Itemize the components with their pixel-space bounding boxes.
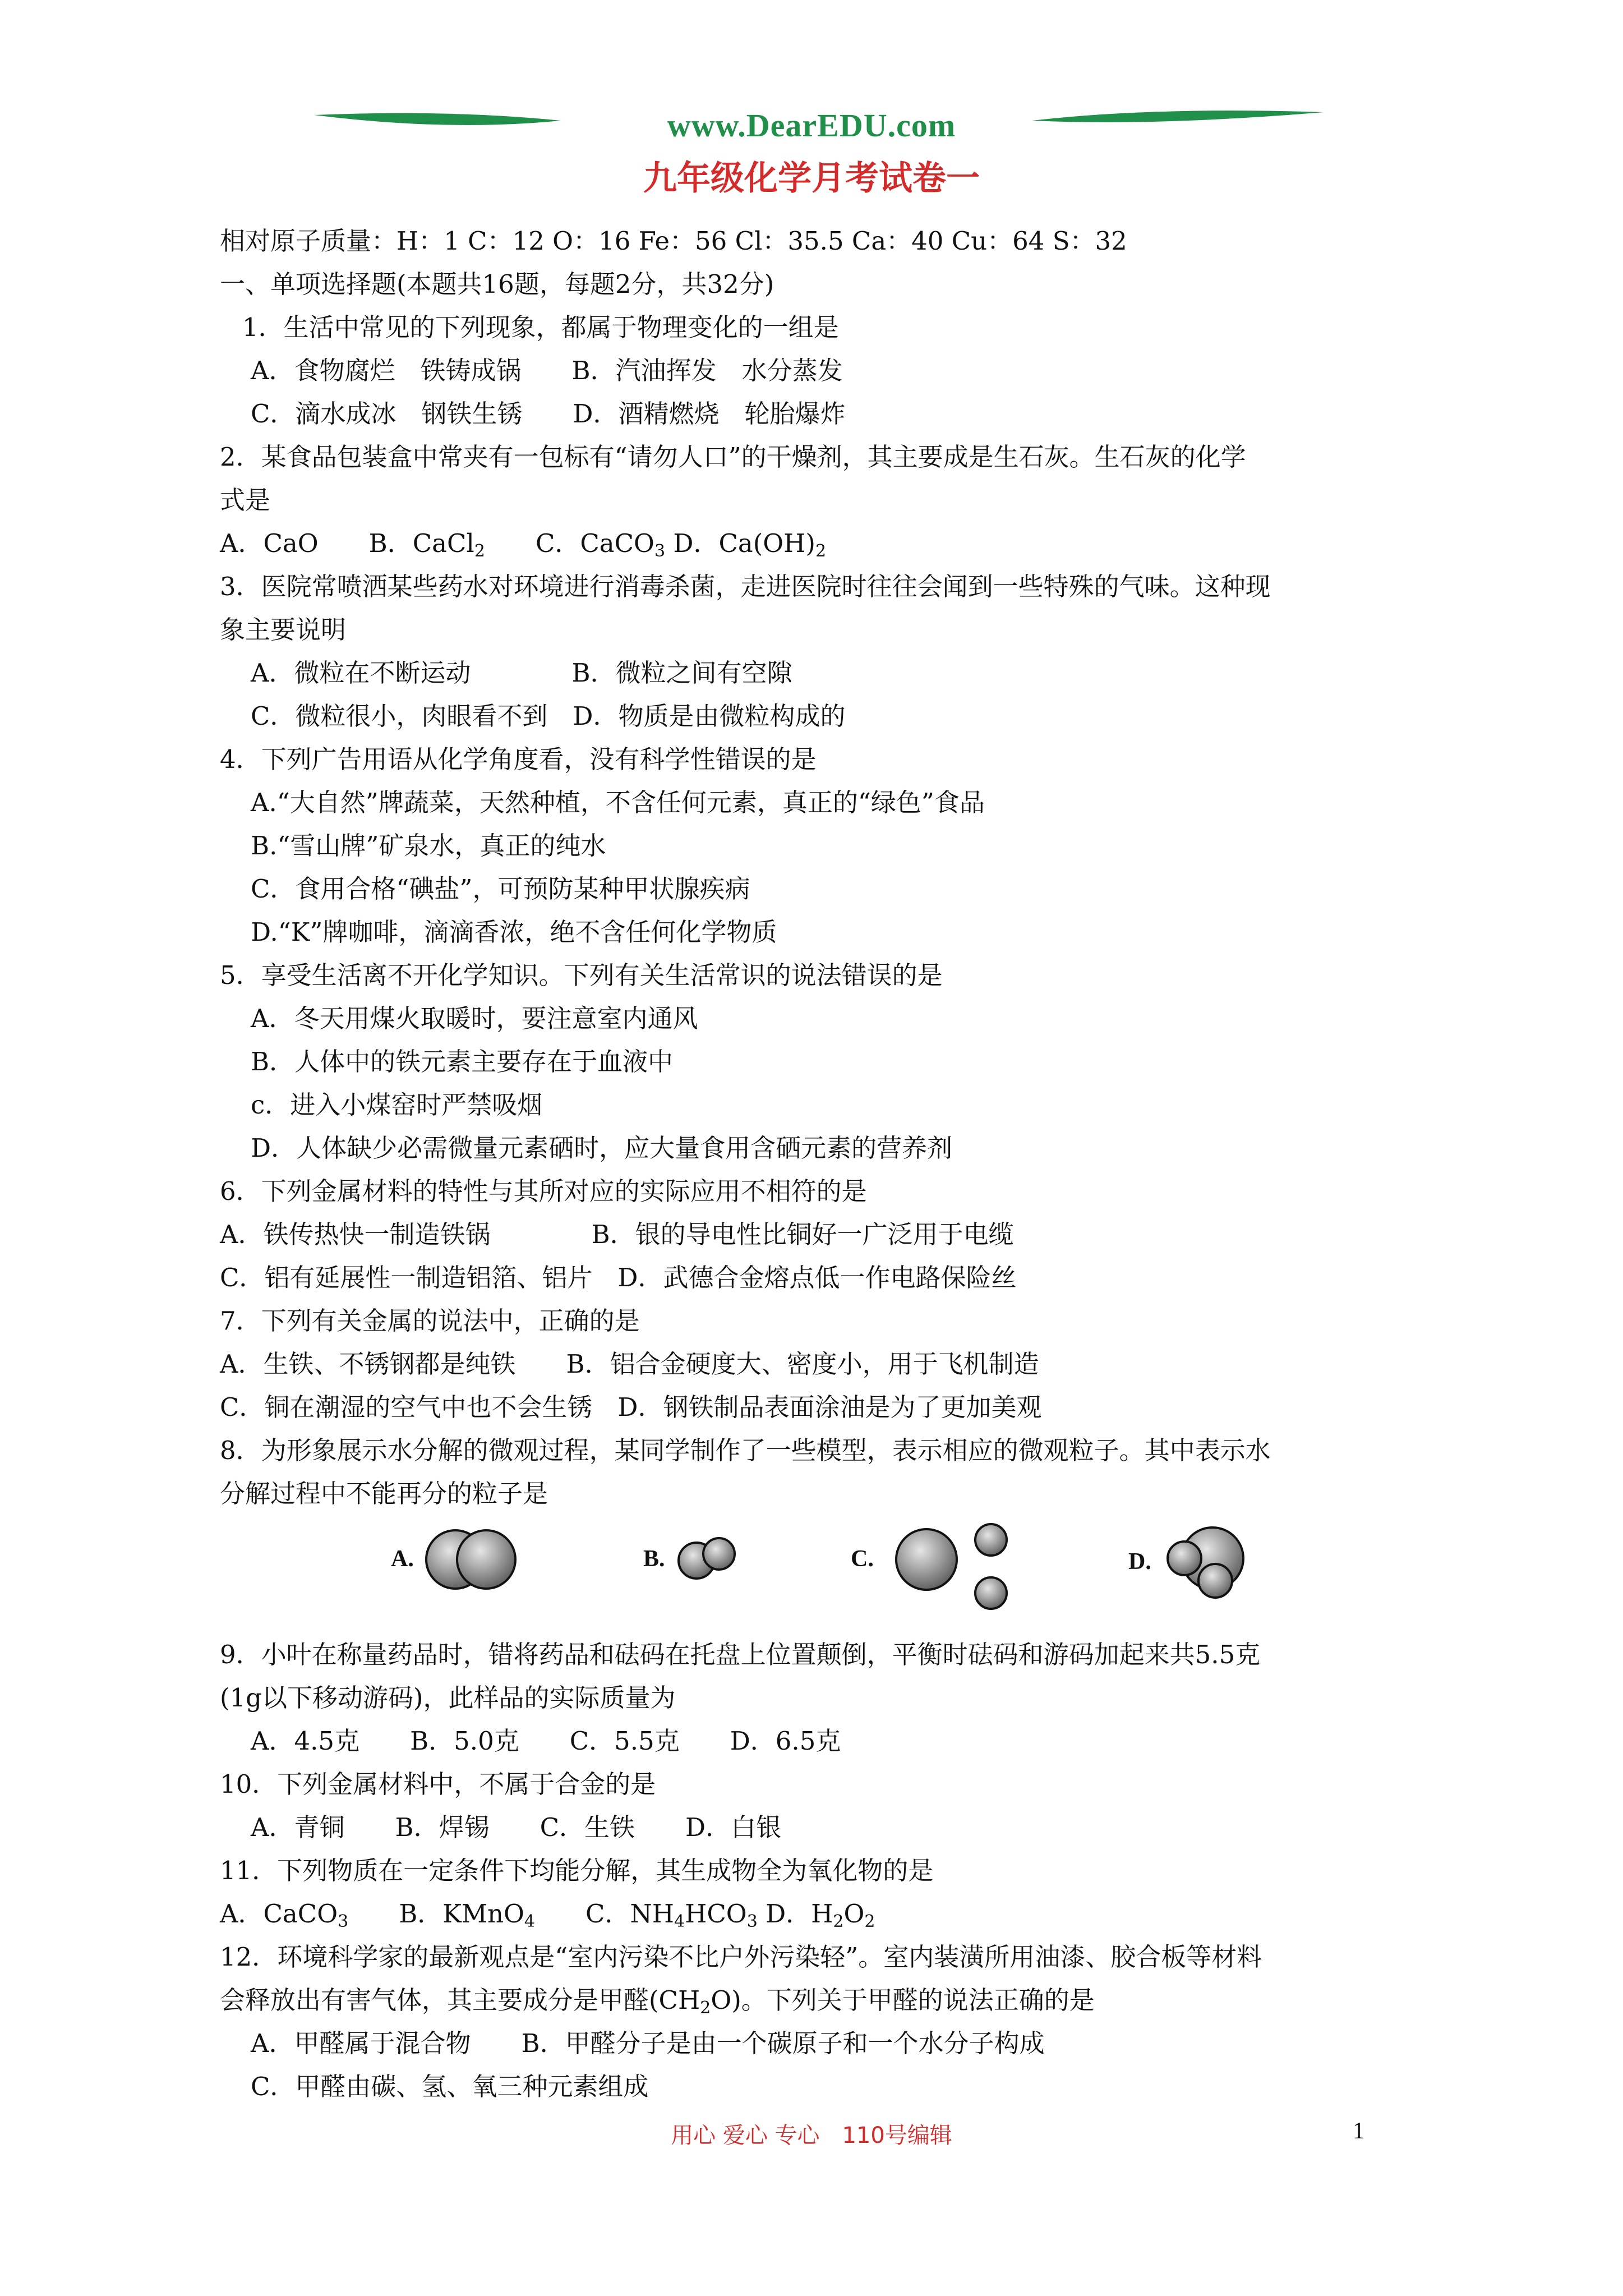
- q9-stem-line1: 9．小叶在称量药品时，错将药品和砝码在托盘上位置颠倒，平衡时砝码和游码加起来共5.5克: [220, 1640, 1261, 1669]
- q7-options-row1: A．生铁、不锈钢都是纯铁 B．铝合金硬度大、密度小，用于飞机制造: [220, 1349, 1039, 1379]
- q2-stem-line2: 式是: [220, 485, 271, 515]
- footer-text: 用心 爱心 专心 110号编辑: [671, 2123, 952, 2148]
- section-heading: 一、单项选择题(本题共16题，每题2分，共32分): [220, 269, 774, 299]
- q7-options-row2: C．铜在潮湿的空气中也不会生锈 D．钢铁制品表面涂油是为了更加美观: [220, 1392, 1042, 1422]
- q4-stem: 4．下列广告用语从化学角度看，没有科学性错误的是: [220, 744, 817, 774]
- q7-stem: 7．下列有关金属的说法中，正确的是: [220, 1306, 640, 1336]
- q1-stem: 1．生活中常见的下列现象，都属于物理变化的一组是: [242, 312, 839, 342]
- model-label-d: D.: [1128, 1549, 1151, 1575]
- q4-option-a: A.“大自然”牌蔬菜，天然种植，不含任何元素，真正的“绿色”食品: [251, 788, 985, 817]
- q8-stem-line1: 8．为形象展示水分解的微观过程，某同学制作了一些模型，表示相应的微观粒子。其中表示水: [220, 1435, 1271, 1465]
- model-c-atoms-icon: [882, 1520, 1027, 1621]
- model-d-water-molecule-icon: [1156, 1520, 1269, 1604]
- q2-stem-line1: 2．某食品包装盒中常夹有一包标有“请勿人口”的干燥剂，其主要成是生石灰。生石灰的化学: [220, 442, 1246, 472]
- q6-options-row1: A．铁传热快一制造铁锅 B．银的导电性比铜好一广泛用于电缆: [220, 1220, 1014, 1249]
- q3-options-row1: A．微粒在不断运动 B．微粒之间有空隙: [251, 658, 792, 688]
- q2-option-b: B．CaCl$_2$: [368, 528, 485, 561]
- q4-option-b: B.“雪山牌”矿泉水，真正的纯水: [251, 831, 606, 861]
- page-number: 1: [1353, 2118, 1364, 2144]
- page-title: 九年级化学月考试卷一: [643, 159, 980, 198]
- q11-option-b: B．KMnO$_4$: [399, 1899, 535, 1931]
- q10-stem: 10．下列金属材料中，不属于合金的是: [220, 1769, 656, 1799]
- q11-options: [220, 1897, 875, 1931]
- q1-options-row1: A．食物腐烂 铁铸成锅 B．汽油挥发 水分蒸发: [251, 356, 843, 385]
- q12-options-row1: A．甲醛属于混合物 B．甲醛分子是由一个碳原子和一个水分子构成: [251, 2028, 1045, 2058]
- model-label-a: A.: [391, 1546, 414, 1572]
- q9-stem-line2: (1g以下移动游码)，此样品的实际质量为: [220, 1683, 676, 1713]
- q11-option-d: D．$H_2O_2$: [766, 1899, 875, 1931]
- q11-stem: 11．下列物质在一定条件下均能分解，其生成物全为氧化物的是: [220, 1856, 934, 1885]
- q3-stem-line1: 3．医院常喷洒某些药水对环境进行消毒杀菌，走进医院时往往会闻到一些特殊的气味。这种现: [220, 572, 1271, 601]
- q2-option-d: D．$Ca(OH)_2$: [673, 528, 827, 561]
- model-a-molecule-icon: [416, 1523, 551, 1596]
- q10-options: A．青铜 B．焊锡 C．生铁 D．白银: [251, 1812, 782, 1842]
- q2-options: [220, 527, 826, 560]
- q5-option-d: D．人体缺少必需微量元素硒时，应大量食用含硒元素的营养剂: [251, 1133, 953, 1163]
- q9-options: A．4.5克 B．5.0克 C．5.5克 D．6.5克: [251, 1726, 841, 1756]
- q3-stem-line2: 象主要说明: [220, 615, 347, 645]
- q8-molecule-models: [220, 1515, 1420, 1616]
- q5-option-c: c．进入小煤窑时严禁吸烟: [251, 1090, 543, 1120]
- q6-stem: 6．下列金属材料的特性与其所对应的实际应用不相符的是: [220, 1176, 867, 1206]
- model-b-molecule-icon: [671, 1529, 767, 1590]
- q12-option-c: C．甲醛由碳、氢、氧三种元素组成: [251, 2072, 649, 2101]
- q12-stem-line2: 会释放出有害气体，其主要成分是甲醛$(CH_2O)$。下列关于甲醛的说法正确的是: [220, 1985, 1095, 2018]
- q4-option-d: D.“K”牌咖啡，滴滴香浓，绝不含任何化学物质: [251, 917, 777, 947]
- q4-option-c: C．食用合格“碘盐”，可预防某种甲状腺疾病: [251, 874, 750, 904]
- q5-option-b: B．人体中的铁元素主要存在于血液中: [251, 1047, 674, 1076]
- q5-option-a: A．冬天用煤火取暖时，要注意室内通风: [251, 1004, 698, 1033]
- atomic-masses: 相对原子质量：H：1 C：12 O：16 Fe：56 Cl：35.5 Ca：40 Cu：64 S：32: [220, 226, 1127, 256]
- q8-stem-line2: 分解过程中不能再分的粒子是: [220, 1479, 548, 1508]
- q11-option-a: A．CaCO$_3$: [220, 1899, 349, 1931]
- q2-option-c: C．CaCO$_3$: [535, 528, 666, 561]
- q3-options-row2: C．微粒很小，肉眼看不到 D．物质是由微粒构成的: [251, 701, 846, 731]
- q6-options-row2: C．铝有延展性一制造铝箔、铝片 D．武德合金熔点低一作电路保险丝: [220, 1263, 1017, 1292]
- model-label-b: B.: [643, 1546, 665, 1572]
- q12-stem-line1: 12．环境科学家的最新观点是“室内污染不比户外污染轻”。室内装潢所用油漆、胶合板等材料: [220, 1942, 1262, 1972]
- q11-option-c: C．$NH_4HCO_3$: [585, 1899, 758, 1931]
- model-label-c: C.: [851, 1546, 874, 1572]
- q5-stem: 5．享受生活离不开化学知识。下列有关生活常识的说法错误的是: [220, 960, 943, 990]
- q1-options-row2: C．滴水成冰 钢铁生锈 D．酒精燃烧 轮胎爆炸: [251, 399, 846, 429]
- q2-option-a: A．CaO: [220, 528, 319, 558]
- site-url[interactable]: www.DearEDU.com: [667, 107, 956, 144]
